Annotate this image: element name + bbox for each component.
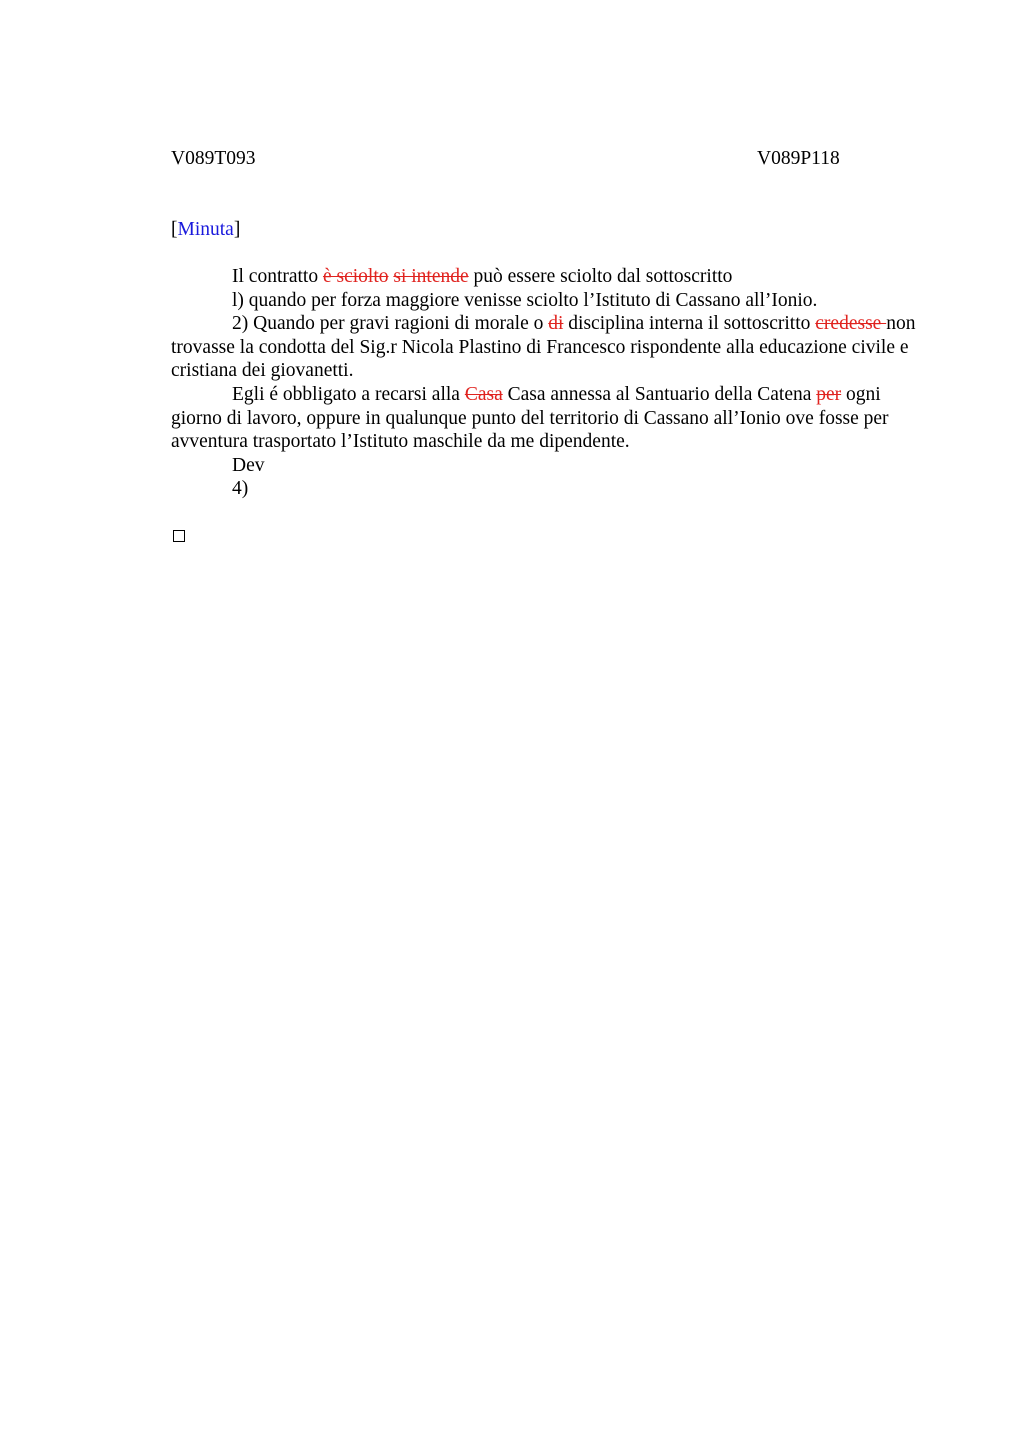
paragraph-2 xyxy=(171,289,931,313)
paragraph-4 xyxy=(171,383,931,454)
document-code-right: V089P118 xyxy=(757,148,840,169)
heading-label: Minuta xyxy=(177,219,234,240)
paragraph-3-text-3: non trovasse la condotta del Sig.r Nicola Plastino di Francesco rispondente alla educazione civile e cristiana dei giovanetti. xyxy=(171,313,916,382)
paragraph-6-text-1: 4) xyxy=(232,478,249,500)
paragraph-1-text-3: può essere sciolto dal sottoscritto xyxy=(468,266,733,287)
paragraph-4-text-1: Egli é obbligato a recarsi alla xyxy=(232,383,465,405)
paragraph-1-deletion-1: è sciolto xyxy=(322,266,389,287)
paragraph-3-text-1: 2) Quando per gravi ragioni di morale o xyxy=(232,313,549,335)
paragraph-5 xyxy=(171,454,931,478)
paragraph-4-text-2: Casa annessa al Santuario della Catena xyxy=(502,383,817,405)
paragraph-3 xyxy=(171,312,931,383)
paragraph-1-text-1: Il contratto xyxy=(232,266,323,287)
heading-open-bracket: [ xyxy=(171,219,178,240)
document-heading xyxy=(171,218,240,242)
empty-square-icon xyxy=(173,530,185,542)
paragraph-1 xyxy=(171,265,931,289)
heading-close-bracket: ] xyxy=(233,219,241,240)
paragraph-3-deletion-2: credesse xyxy=(815,313,887,335)
paragraph-3-text-2: disciplina interna il sottoscritto xyxy=(563,313,816,335)
paragraph-2-text-1: l) quando per forza maggiore venisse sciolto l’Istituto di Cassano all’Ionio. xyxy=(232,289,818,311)
paragraph-4-text-3: ogni giorno di lavoro, oppure in qualunque punto del territorio di Cassano all’Ionio ove fosse per avventura trasportato l’Istituto maschile da me dipendente. xyxy=(171,383,889,453)
document-body xyxy=(171,265,931,501)
paragraph-6 xyxy=(171,477,931,501)
document-code-left: V089T093 xyxy=(171,148,256,169)
paragraph-1-deletion-2: si intende xyxy=(393,266,469,287)
paragraph-4-deletion-1: Casa xyxy=(464,383,503,405)
paragraph-4-deletion-2: per xyxy=(816,383,842,405)
paragraph-3-deletion-1: di xyxy=(548,313,564,335)
paragraph-5-text-1: Dev xyxy=(232,454,265,476)
